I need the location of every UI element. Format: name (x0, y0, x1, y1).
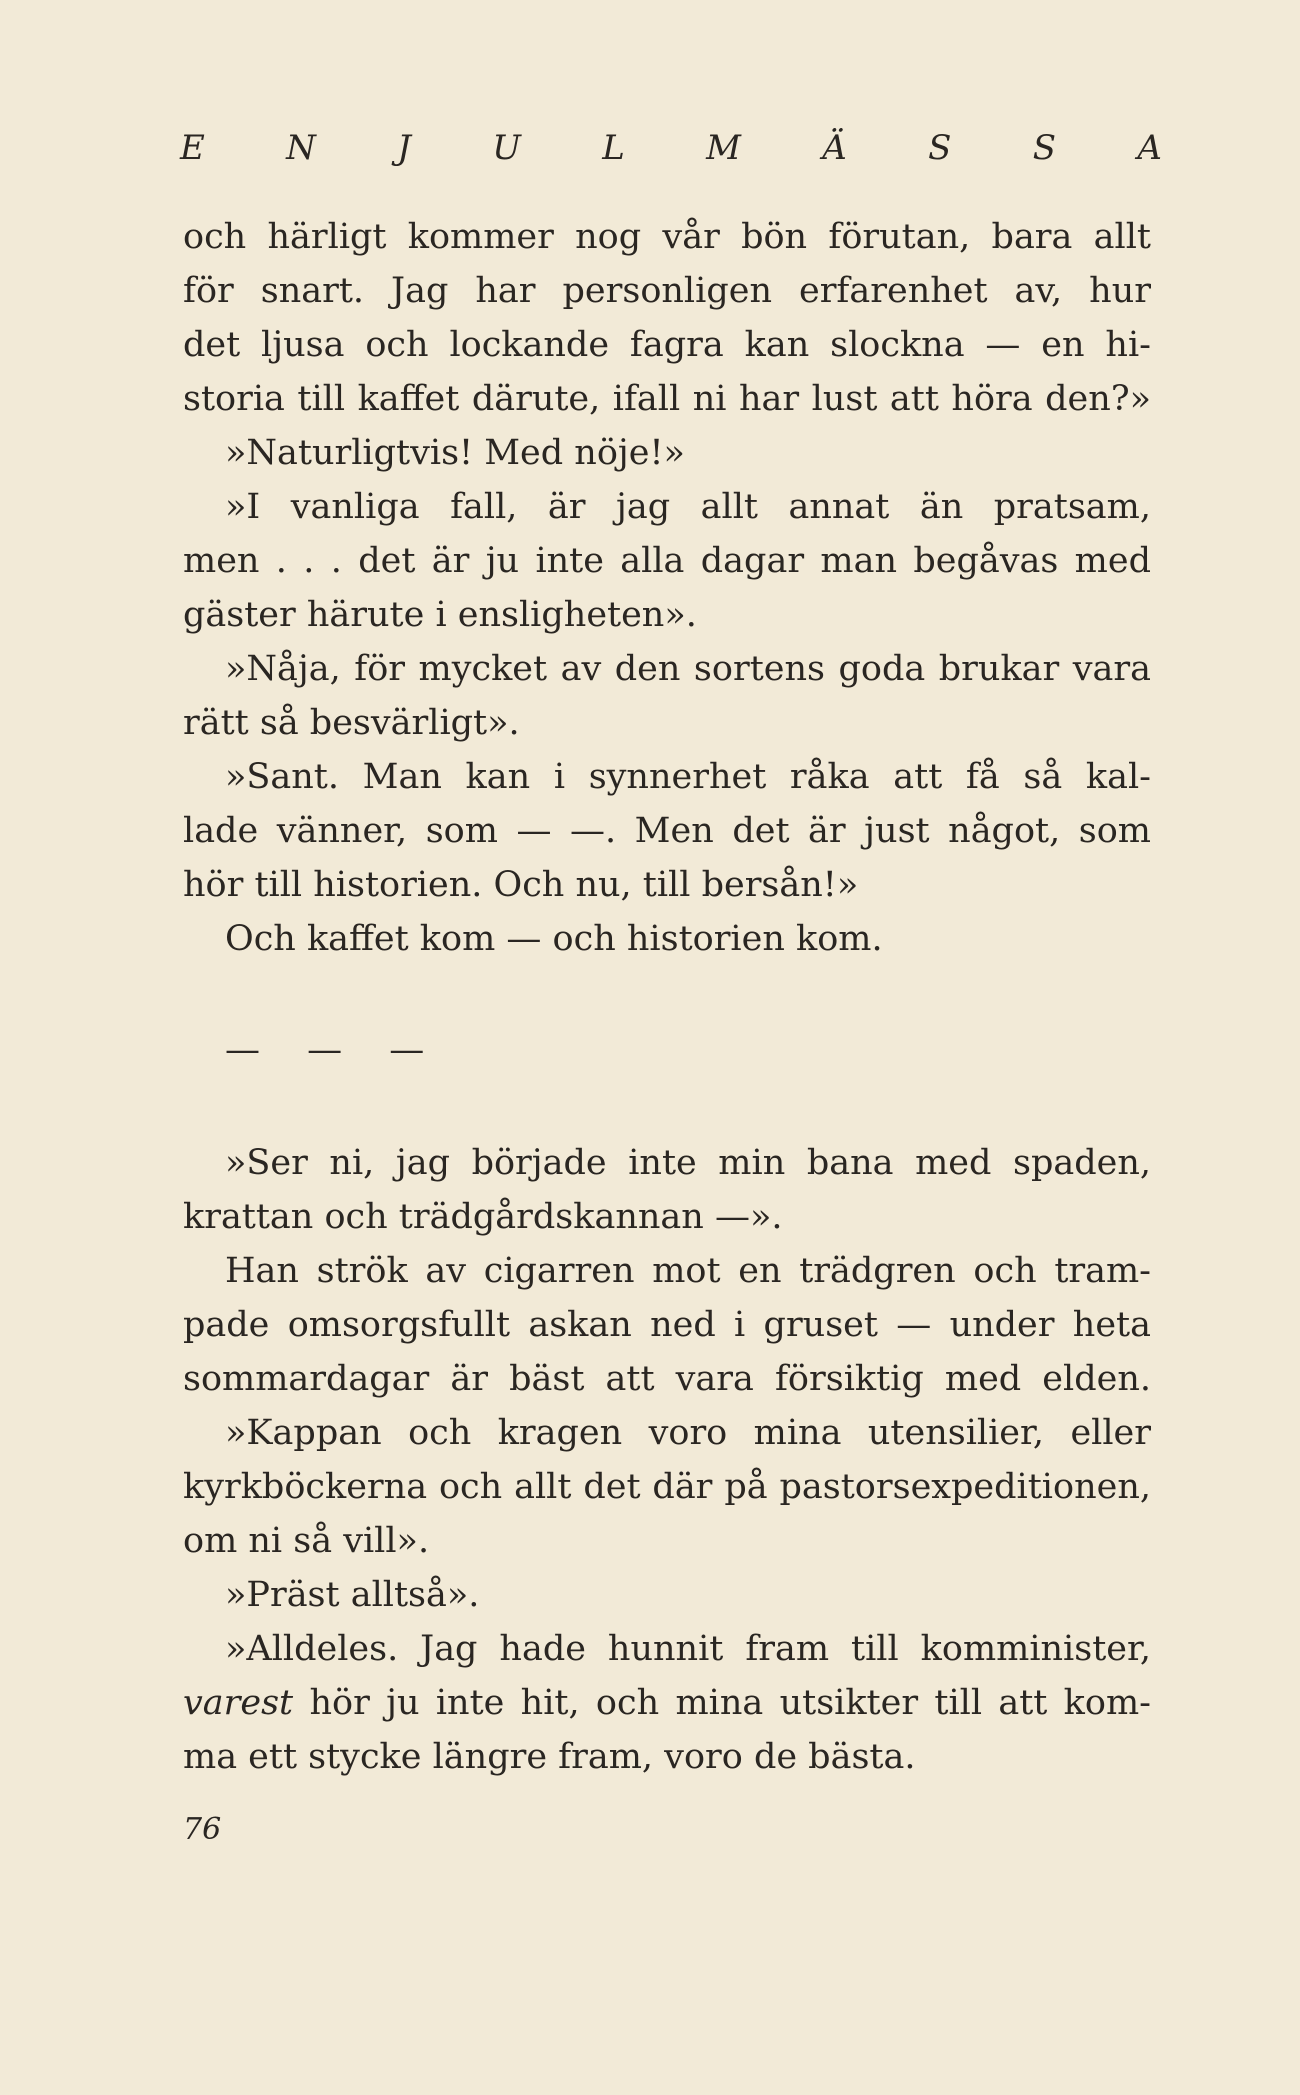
text-line: »Nåja, för mycket av den sortens goda brukar vara (225, 649, 1151, 689)
header-letter: N (286, 128, 316, 168)
header-letter: A (1137, 128, 1162, 168)
text-line: kyrkböckerna och allt det där på pastorsexpeditionen, (183, 1467, 1151, 1507)
text-line-with-italic (183, 1676, 1151, 1730)
header-letter: S (928, 128, 952, 168)
text-line: rätt så besvärligt». (183, 703, 520, 743)
text-line: krattan och trädgårdskannan —». (183, 1197, 783, 1237)
text-line: »Sant. Man kan i synnerhet råka att få så kal- (225, 757, 1151, 797)
italic-word: varest (183, 1683, 294, 1723)
text-line: »Naturligtvis! Med nöje!» (225, 433, 685, 473)
section-separator: — — — (225, 1030, 443, 1070)
header-letter: U (492, 128, 521, 168)
page-number: 76 (183, 1812, 222, 1847)
text-line: hör till historien. Och nu, till bersån!» (183, 865, 859, 905)
text-line: det ljusa och lockande fagra kan slockna — en hi- (183, 325, 1151, 365)
header-letter: S (1032, 128, 1057, 168)
text-line-rest: hör ju inte hit, och mina utsikter till att kom- (309, 1683, 1151, 1723)
text-line: om ni så vill». (183, 1521, 430, 1561)
text-line: Han strök av cigarren mot en trädgren och tram- (225, 1251, 1151, 1291)
header-letter: J (397, 128, 411, 168)
text-line: för snart. Jag har personligen erfarenhet av, hur (183, 271, 1151, 311)
text-line: lade vänner, som — —. Men det är just något, som (183, 811, 1151, 851)
text-block-2 (183, 1136, 1151, 1784)
text-line: Och kaffet kom — och historien kom. (225, 919, 883, 959)
text-line: ma ett stycke längre fram, voro de bästa. (183, 1737, 916, 1777)
text-line: och härligt kommer nog vår bön förutan, bara allt (183, 217, 1151, 257)
text-line: »Ser ni, jag började inte min bana med spaden, (225, 1143, 1151, 1183)
header-letter: L (602, 128, 625, 168)
text-line: »I vanliga fall, är jag allt annat än pratsam, (225, 487, 1151, 527)
header-letter: E (180, 128, 205, 168)
text-line: pade omsorgsfullt askan ned i gruset — under heta (183, 1305, 1151, 1345)
header-letter: Ä (822, 128, 847, 168)
text-line: men . . . det är ju inte alla dagar man begåvas med (183, 541, 1151, 581)
text-line: sommardagar är bäst att vara försiktig med elden. (183, 1359, 1151, 1399)
text-line: »Präst alltså». (225, 1575, 480, 1615)
header-letter: M (706, 128, 741, 168)
text-line: storia till kaffet därute, ifall ni har lust att höra den?» (183, 379, 1151, 419)
text-block-1 (183, 210, 1151, 966)
running-header (180, 128, 1162, 168)
text-line: gäster härute i ensligheten». (183, 595, 697, 635)
text-line: »Alldeles. Jag hade hunnit fram till komminister, (225, 1629, 1151, 1669)
text-line: »Kappan och kragen voro mina utensilier, eller (225, 1413, 1151, 1453)
